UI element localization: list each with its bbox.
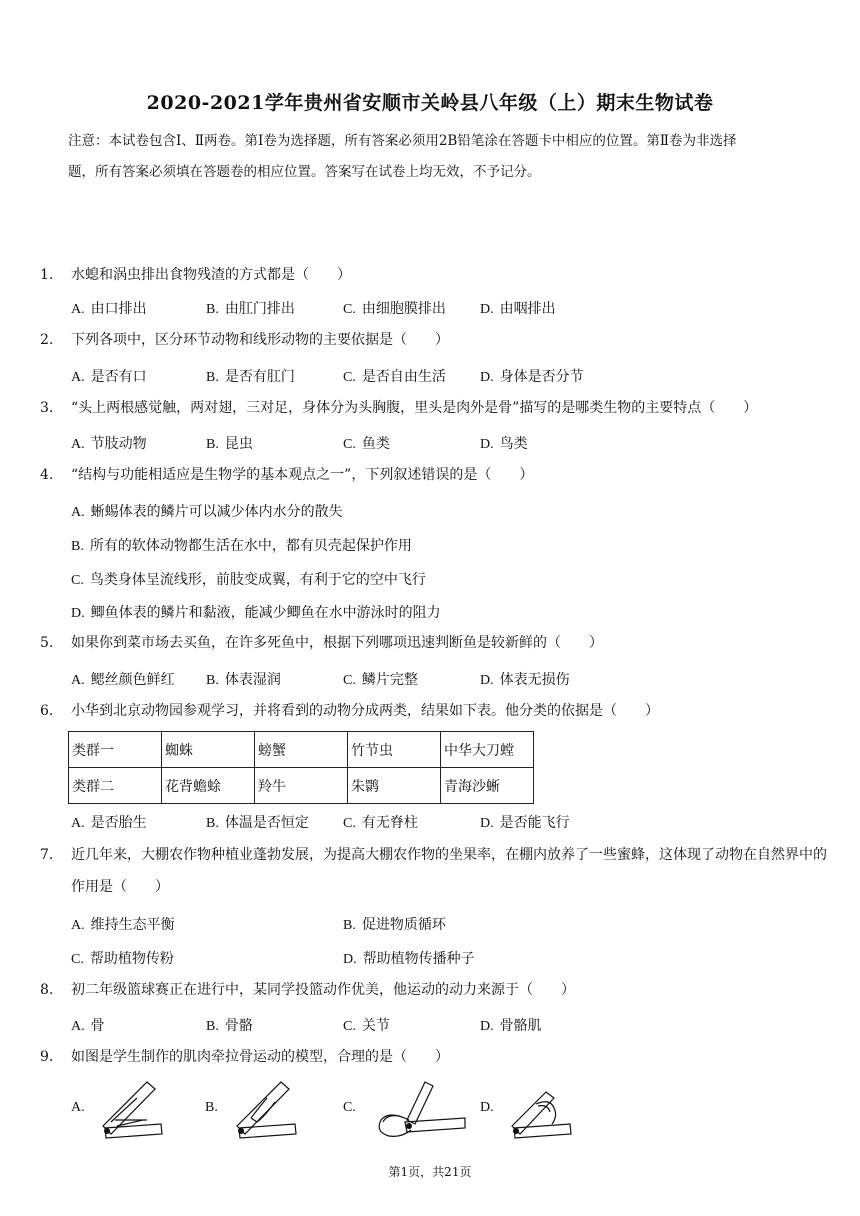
question-stem: “头上两根感觉触，两对翅，三对足，身体分为头胸腹，里头是肉外是骨”描写的是哪类生物的主要特点（ ） [71, 400, 758, 416]
option-c[interactable]: C. 鸟类身体呈流线形，前肢变成翼，有利于它的空中飞行 [71, 572, 426, 588]
table-cell: 竹节虫 [348, 732, 441, 768]
question-stem: 如果你到菜市场去买鱼，在许多死鱼中，根据下列哪项迅速判断鱼是较新鲜的（ ） [71, 635, 603, 651]
option-a[interactable]: A. 是否胎生 [71, 815, 147, 831]
table-cell: 中华大刀螳 [441, 732, 534, 768]
question-number: 7. [40, 847, 54, 863]
question-stem: 如图是学生制作的肌肉牵拉骨运动的模型，合理的是（ ） [71, 1049, 449, 1065]
option-a[interactable]: A. 是否有口 [71, 369, 147, 385]
option-a[interactable]: A. 由口排出 [71, 301, 147, 317]
muscle-model-c-icon [369, 1076, 469, 1146]
page-title: 2020-2021学年贵州省安顺市关岭县八年级（上）期末生物试卷 [146, 92, 714, 114]
question-stem: 初二年级篮球赛正在进行中，某同学投篮动作优美，他运动的动力来源于（ ） [71, 982, 575, 998]
option-a[interactable]: A. 节肢动物 [71, 436, 147, 452]
question-number: 9. [40, 1049, 54, 1065]
question-stem: “结构与功能相适应是生物学的基本观点之一”，下列叙述错误的是（ ） [71, 467, 534, 483]
question-number: 6. [40, 703, 54, 719]
table-cell: 青海沙蜥 [441, 768, 534, 804]
table-cell: 类群一 [69, 732, 162, 768]
classification-table [68, 731, 534, 804]
option-c[interactable]: C. [343, 1076, 473, 1146]
question-stem: 近几年来，大棚农作物种植业蓬勃发展，为提高大棚农作物的坐果率，在棚内放养了一些蜜蜂，这体现了动物在自然界中的作用是（ ） [71, 847, 827, 895]
option-b[interactable]: B. [205, 1076, 325, 1146]
option-d[interactable]: D. 由咽排出 [480, 301, 556, 317]
option-a[interactable]: A. [71, 1076, 191, 1146]
option-a[interactable]: A. 蜥蜴体表的鳞片可以减少体内水分的散失 [71, 504, 343, 520]
question-stem: 下列各项中，区分环节动物和线形动物的主要依据是（ ） [71, 332, 449, 348]
muscle-model-b-icon [231, 1076, 331, 1146]
muscle-model-figures [71, 1076, 631, 1146]
table-cell: 类群二 [69, 768, 162, 804]
option-b[interactable]: B. 所有的软体动物都生活在水中，都有贝壳起保护作用 [71, 538, 412, 554]
option-d[interactable]: D. 帮助植物传播种子 [343, 951, 475, 967]
option-b[interactable]: B. 由肛门排出 [206, 301, 295, 317]
option-c[interactable]: C. 是否自由生活 [343, 369, 446, 385]
question-number: 3. [40, 400, 54, 416]
table-cell: 螃蟹 [255, 732, 348, 768]
option-b[interactable]: B. 体表湿润 [206, 672, 281, 688]
option-c[interactable]: C. 鱼类 [343, 436, 390, 452]
option-c[interactable]: C. 由细胞膜排出 [343, 301, 446, 317]
table-cell: 蜘蛛 [162, 732, 255, 768]
muscle-model-a-icon [97, 1076, 197, 1146]
page-footer: 第1页，共21页 [388, 1165, 472, 1179]
option-c[interactable]: C. 鳞片完整 [343, 672, 418, 688]
question-number: 8. [40, 982, 54, 998]
muscle-model-d-icon [506, 1076, 606, 1146]
question-stem: 水螅和涡虫排出食物残渣的方式都是（ ） [71, 267, 351, 283]
table-cell: 朱鹮 [348, 768, 441, 804]
option-d[interactable]: D. 鸟类 [480, 436, 528, 452]
table-cell: 羚牛 [255, 768, 348, 804]
option-b[interactable]: B. 促进物质循环 [343, 917, 446, 933]
notice-line-1: 注意：本试卷包含Ⅰ、Ⅱ两卷。第Ⅰ卷为选择题，所有答案必须用2B铅笔涂在答题卡中相应的位置。第Ⅱ卷为非选择 [68, 133, 737, 149]
option-d[interactable]: D. 鲫鱼体表的鳞片和黏液，能减少鲫鱼在水中游泳时的阻力 [71, 605, 441, 621]
question-number: 5. [40, 635, 54, 651]
option-a[interactable]: A. 骨 [71, 1018, 105, 1034]
table-row [69, 732, 534, 768]
option-c[interactable]: C. 帮助植物传粉 [71, 951, 174, 967]
option-b[interactable]: B. 是否有肛门 [206, 369, 295, 385]
notice-line-2: 题，所有答案必须填在答题卷的相应位置。答案写在试卷上均无效，不予记分。 [68, 164, 541, 180]
option-b[interactable]: B. 体温是否恒定 [206, 815, 309, 831]
option-b[interactable]: B. 骨骼 [206, 1018, 253, 1034]
question-number: 2. [40, 332, 54, 348]
exam-notice [68, 126, 824, 188]
option-d[interactable]: D. 骨骼肌 [480, 1018, 542, 1034]
option-b[interactable]: B. 昆虫 [206, 436, 253, 452]
table-cell: 花背蟾蜍 [162, 768, 255, 804]
option-d[interactable]: D. 体表无损伤 [480, 672, 570, 688]
question-number: 1. [40, 267, 54, 283]
option-d[interactable]: D. [480, 1076, 610, 1146]
option-d[interactable]: D. 身体是否分节 [480, 369, 584, 385]
option-c[interactable]: C. 关节 [343, 1018, 390, 1034]
table-row [69, 768, 534, 804]
option-c[interactable]: C. 有无脊柱 [343, 815, 418, 831]
option-a[interactable]: A. 维持生态平衡 [71, 917, 175, 933]
option-a[interactable]: A. 鳃丝颜色鲜红 [71, 672, 175, 688]
question-stem: 小华到北京动物园参观学习，并将看到的动物分成两类，结果如下表。他分类的依据是（ ） [71, 703, 659, 719]
question-number: 4. [40, 467, 54, 483]
option-d[interactable]: D. 是否能飞行 [480, 815, 570, 831]
